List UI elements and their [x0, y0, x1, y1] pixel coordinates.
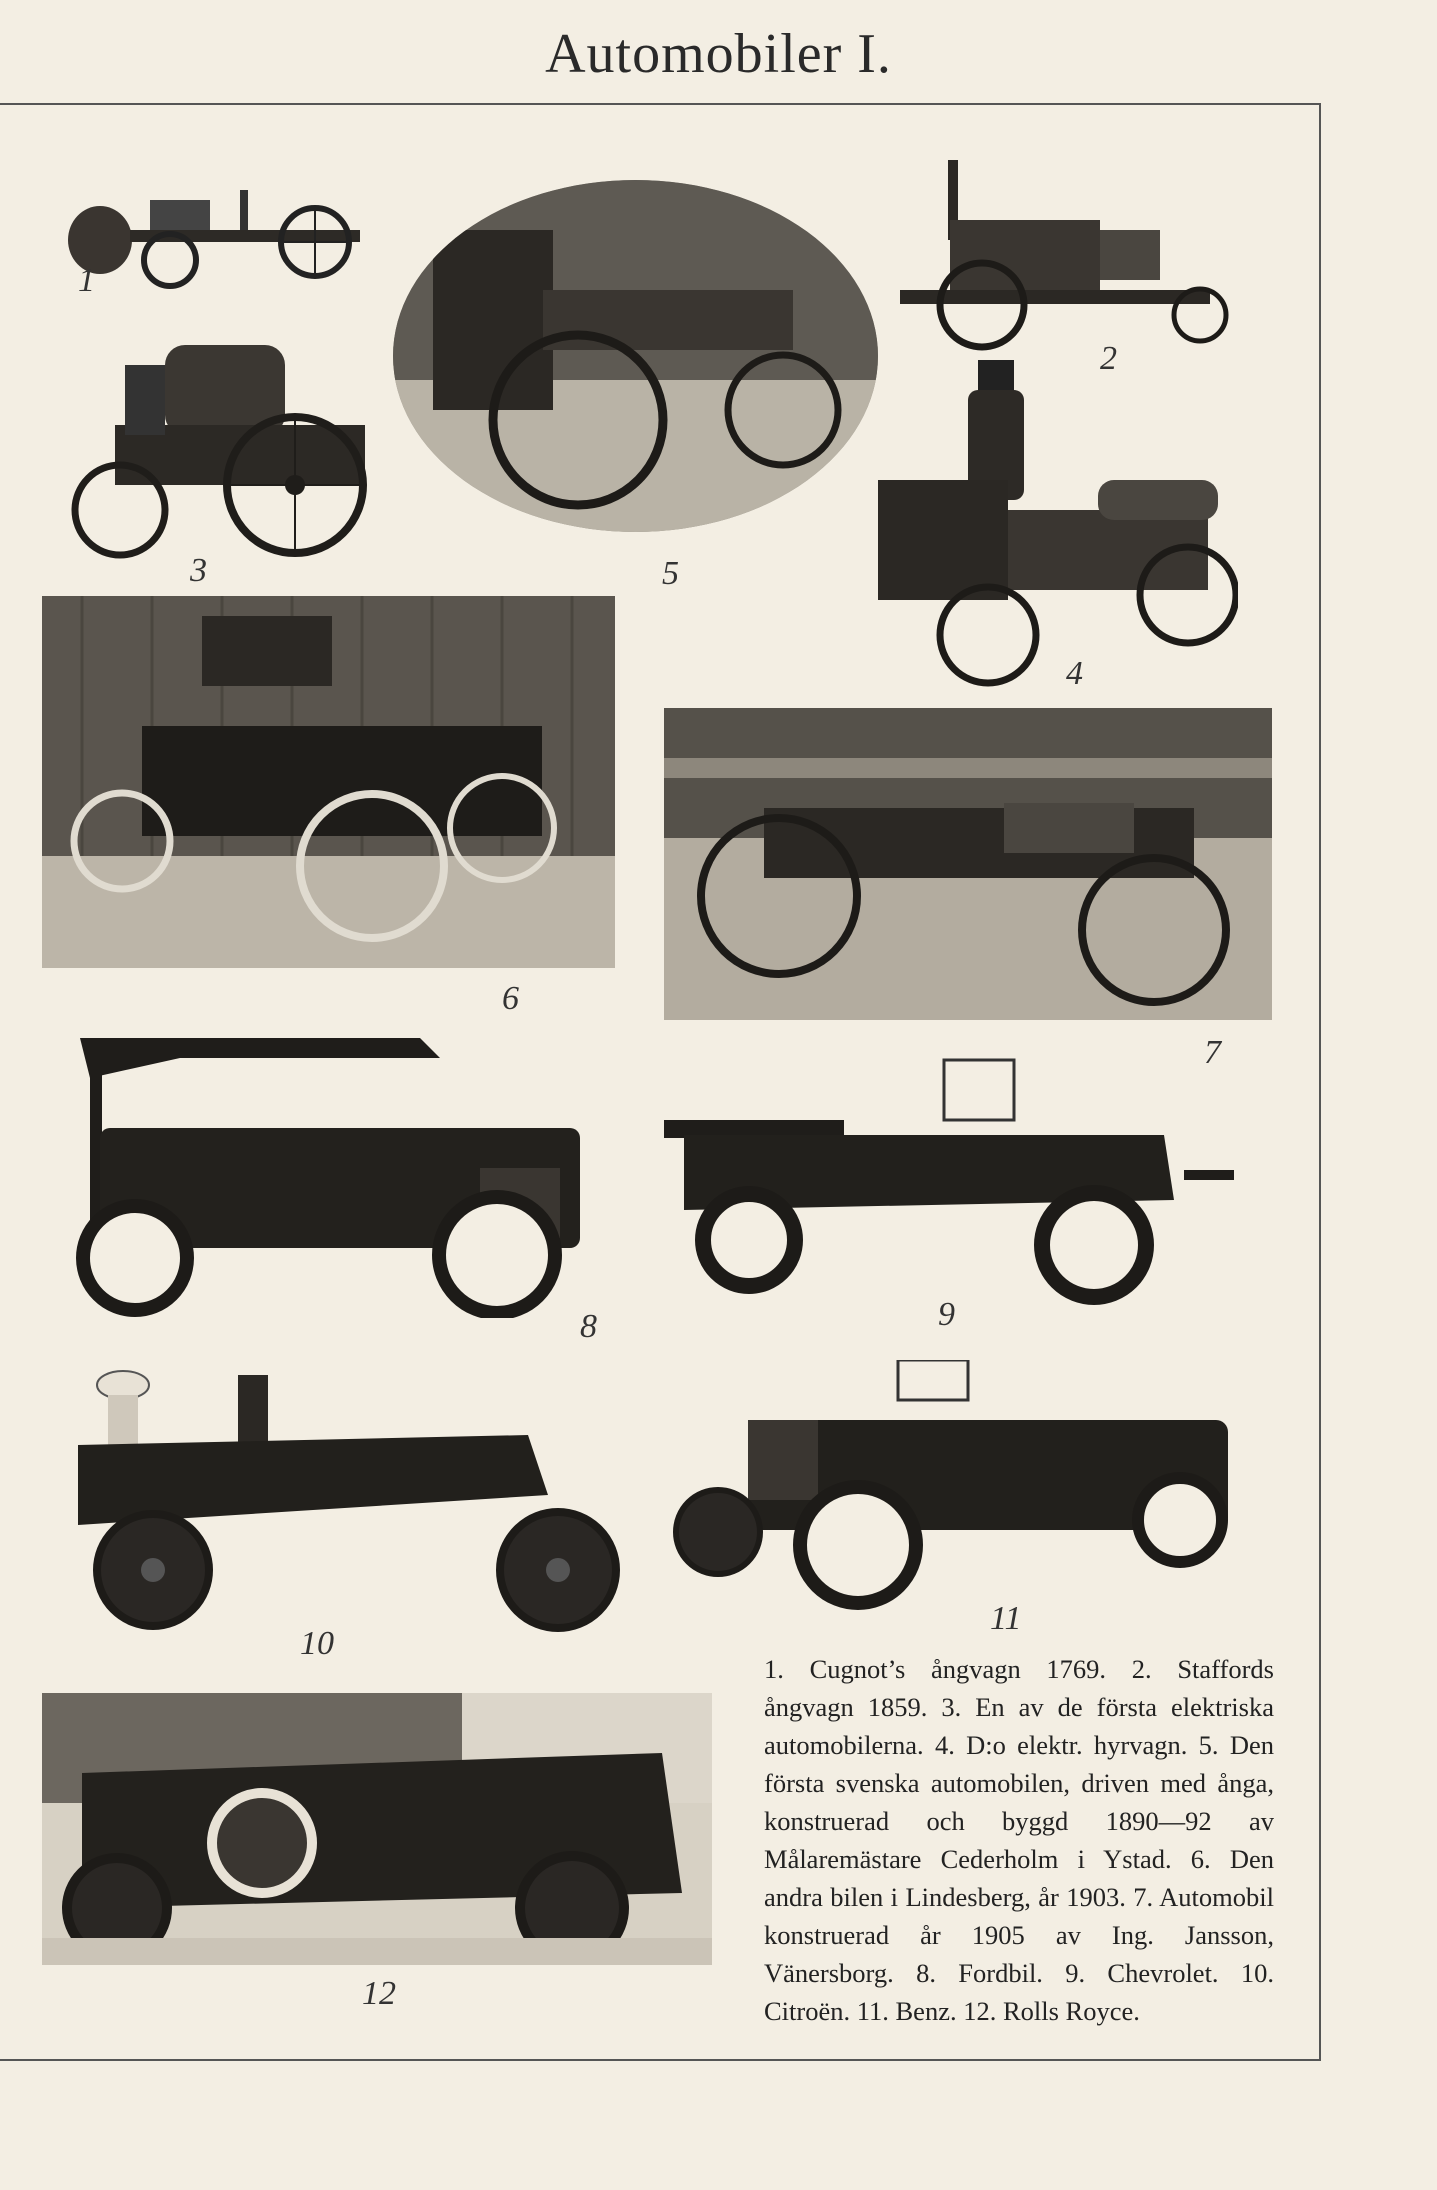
- figure-10-photo: [58, 1355, 633, 1635]
- figure-9-number: 9: [938, 1296, 955, 1333]
- figure-11-number: 11: [990, 1600, 1022, 1637]
- figure-4-number: 4: [1066, 655, 1083, 692]
- figure-1-illustration: [60, 160, 380, 290]
- figure-8-number: 8: [580, 1308, 597, 1345]
- figure-12-photo: [42, 1693, 712, 1965]
- figure-8-photo: [60, 1018, 615, 1318]
- figure-7-number: 7: [1204, 1034, 1221, 1071]
- figure-5-photo: [393, 180, 878, 532]
- page-title: Automobiler I.: [545, 23, 892, 85]
- figure-9-photo: [664, 1050, 1239, 1320]
- figure-3-illustration: [55, 325, 385, 560]
- figure-5-number: 5: [662, 555, 679, 592]
- figure-7-photo: [664, 708, 1272, 1020]
- figure-6-number: 6: [502, 980, 519, 1017]
- figure-12-number: 12: [362, 1975, 396, 2012]
- figure-2-illustration: [900, 160, 1240, 355]
- figure-11-photo: [668, 1360, 1238, 1610]
- figure-1-number: 1: [78, 262, 95, 299]
- figure-10-number: 10: [300, 1625, 334, 1662]
- figure-6-photo: [42, 596, 615, 968]
- figure-2-number: 2: [1100, 340, 1117, 377]
- figure-caption: 1. Cugnot’s ångvagn 1769. 2. Staffords ångvagn 1859. 3. En av de första elektriska automobilerna. 4. D:o elektr. hyrvagn. 5. Den första svenska automobilen, driven med ånga, konstruerad och byggd 1890—92 av Målaremästare Cederholm i Ystad. 6. Den andra bilen i Lindesberg, år 1903. 7. Automobil konstruerad år 1905 av Ing. Jansson, Vänersborg. 8. Fordbil. 9. Chevrolet. 10. Citroën. 11. Benz. 12. Rolls Royce.: [764, 1654, 1274, 2026]
- figure-4-illustration: [868, 360, 1238, 690]
- figure-3-number: 3: [190, 552, 207, 589]
